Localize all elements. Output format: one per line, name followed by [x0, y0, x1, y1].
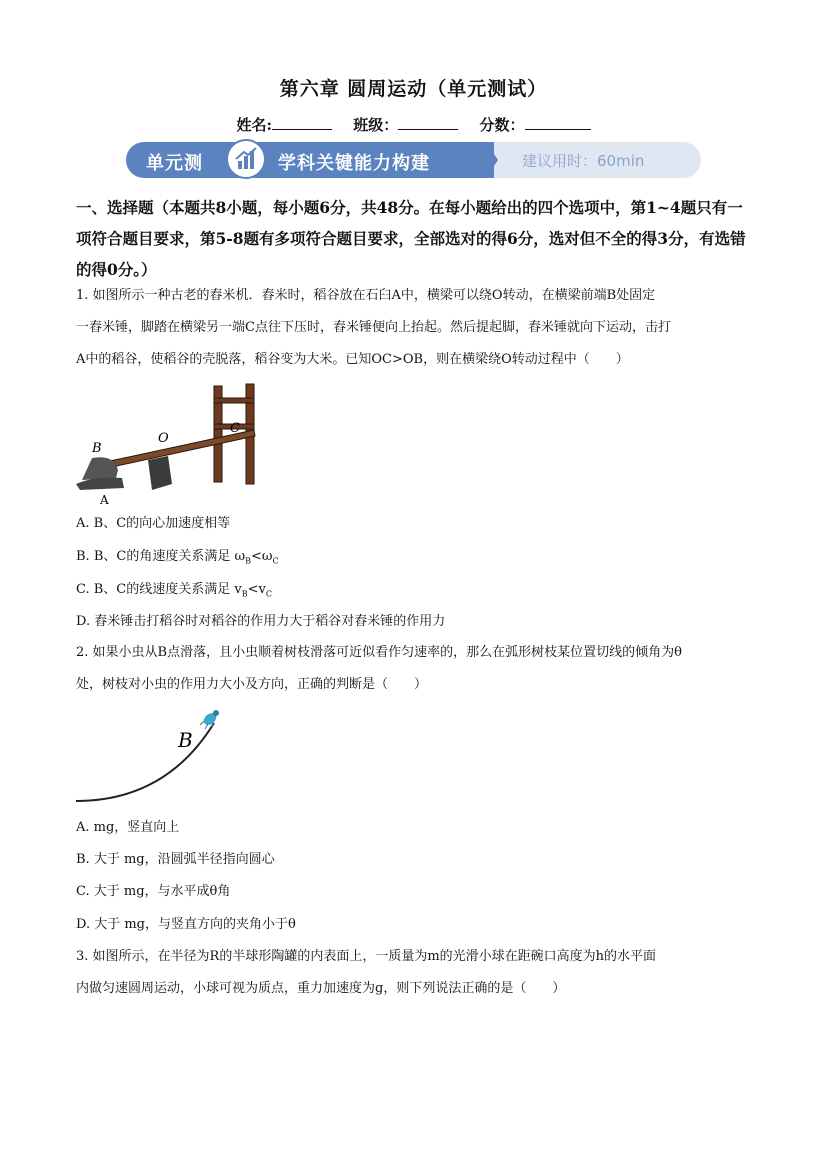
- q1-label-a: A: [100, 493, 109, 507]
- q2-stem-line2: 处，树枝对小虫的作用力大小及方向，正确的判断是（ ）: [76, 677, 428, 692]
- q1-option-c-sub2: C: [265, 589, 272, 599]
- class-label: 班级：: [353, 116, 399, 134]
- q1-stem-line3: A中的稻谷，使稻谷的壳脱落，稻谷变为大米。已知OC>OB，则在横梁绕O转动过程中（ ）: [76, 352, 629, 367]
- score-blank[interactable]: [525, 115, 591, 130]
- q1-option-c-mid: <v: [247, 582, 266, 597]
- q1-option-b-prefix: B. B、C的角速度关系满足 ω: [76, 549, 246, 564]
- banner-time-segment: [476, 142, 701, 178]
- q1-stem-line2: 一舂米锤，脚踏在横梁另一端C点往下压时，舂米锤便向上抬起。然后提起脚，舂米锤就向下运动，击打: [76, 320, 671, 335]
- q1-stem-line1: 1. 如图所示一种古老的舂米机．舂米时，稻谷放在石臼A中，横梁可以绕O转动，在横梁前端B处固定: [76, 288, 656, 303]
- q3-stem-line2: 内做匀速圆周运动，小球可视为质点，重力加速度为g，则下列说法正确的是（ ）: [76, 981, 566, 996]
- q2-option-c[interactable]: C. 大于 mg，与水平成θ角: [76, 884, 231, 899]
- q1-option-d[interactable]: D. 舂米锤击打稻谷时对稻谷的作用力大于稻谷对舂米锤的作用力: [76, 614, 446, 629]
- q1-option-c-prefix: C. B、C的线速度关系满足 v: [76, 582, 242, 597]
- q2-option-d[interactable]: D. 大于 mg，与竖直方向的夹角小于θ: [76, 917, 296, 932]
- q1-option-b[interactable]: [76, 547, 279, 572]
- chart-icon: [226, 139, 266, 179]
- q2-option-b[interactable]: B. 大于 mg，沿圆弧半径指向圆心: [76, 852, 275, 867]
- q1-option-b-sub1: B: [245, 556, 251, 566]
- banner-arrow: [486, 142, 498, 178]
- banner-title-segment: [126, 142, 494, 178]
- unit-test-banner: [126, 140, 701, 182]
- q2-label-b: B: [178, 728, 193, 752]
- q1-option-b-mid: <ω: [250, 549, 273, 564]
- student-info-row: [0, 114, 827, 135]
- q2-figure-branch: [74, 705, 234, 805]
- q1-option-b-sub2: C: [272, 556, 279, 566]
- bug-icon: [200, 710, 219, 729]
- name-blank[interactable]: [272, 115, 332, 130]
- class-blank[interactable]: [398, 115, 458, 130]
- banner-subtitle: 学科关键能力构建: [278, 153, 430, 174]
- q1-figure-rice-pounder: [74, 380, 274, 510]
- q1-option-c[interactable]: [76, 580, 272, 605]
- score-label: 分数：: [479, 116, 525, 134]
- q2-stem-line1: 2. 如果小虫从B点滑落，且小虫顺着树枝滑落可近似看作匀速率的，那么在弧形树枝某位置切线的倾角为θ: [76, 645, 682, 660]
- suggested-time: 建议用时：60min: [522, 152, 645, 170]
- q1-label-c: C: [230, 421, 240, 436]
- name-label: 姓名:: [236, 116, 273, 134]
- q1-label-b: B: [92, 441, 102, 456]
- banner-unit-test: 单元测: [146, 153, 203, 174]
- section-heading: 一、选择题（本题共8小题，每小题6分，共48分。在每小题给出的四个选项中，第1~4题只有一项符合题目要求，第5-8题有多项符合题目要求，全部选对的得6分，选对但不全的得3分，有选错的得0分。）: [76, 198, 746, 279]
- q1-label-o: O: [158, 431, 169, 446]
- page-title: 第六章 圆周运动（单元测试）: [279, 78, 548, 100]
- q2-option-a[interactable]: A. mg，竖直向上: [76, 820, 180, 835]
- q1-option-c-sub1: B: [241, 589, 248, 599]
- q3-stem-line1: 3. 如图所示，在半径为R的半球形陶罐的内表面上，一质量为m的光滑小球在距碗口高度为h的水平面: [76, 949, 657, 964]
- q1-option-a[interactable]: A. B、C的向心加速度相等: [76, 516, 231, 531]
